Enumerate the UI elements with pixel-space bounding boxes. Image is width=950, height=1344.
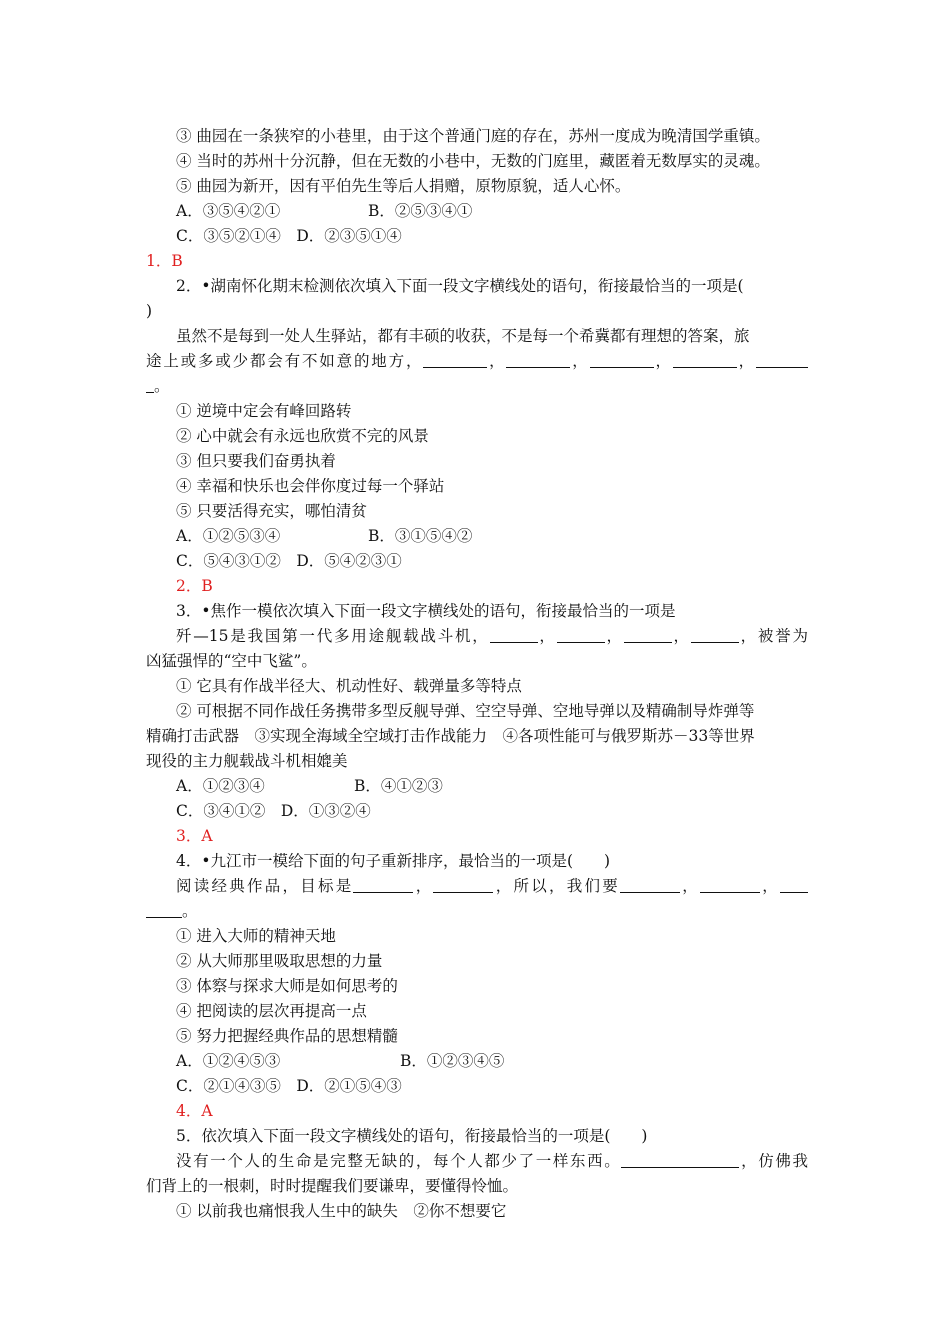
question-3-passage-end: 凶猛强悍的“空中飞鲨”。 bbox=[146, 652, 317, 670]
answer-blank bbox=[423, 352, 487, 368]
choice-a: A．③⑤④②① bbox=[176, 202, 281, 220]
option-item: ③ 曲园在一条狭窄的小巷里，由于这个普通门庭的存在，苏州一度成为晚清国学重镇。 bbox=[176, 127, 770, 145]
option-item: ④ 当时的苏州十分沉静，但在无数的小巷中，无数的门庭里，藏匿着无数厚实的灵魂。 bbox=[176, 152, 770, 170]
option-item: ① 逆境中定会有峰回路转 bbox=[176, 402, 352, 420]
question-5-passage-end: 们背上的一根刺，时时提醒我们要谦卑，要懂得怜恤。 bbox=[146, 1177, 519, 1195]
option-item-cont: 现役的主力舰载战斗机相媲美 bbox=[146, 752, 348, 770]
choice-cd: C．②①④③⑤ D．②①⑤④③ bbox=[176, 1077, 402, 1095]
choice-cd: C．③④①② D．①③②④ bbox=[176, 802, 371, 820]
question-4-passage-end: 。 bbox=[146, 899, 808, 924]
option-item: ① 它具有作战半径大、机动性好、载弹量多等特点 bbox=[176, 677, 522, 695]
option-item: ③ 体察与探求大师是如何思考的 bbox=[176, 977, 398, 995]
option-item: ① 以前我也痛恨我人生中的缺失 ②你不想要它 bbox=[176, 1202, 507, 1220]
answer-blank bbox=[146, 377, 154, 393]
option-item: ② 心中就会有永远也欣赏不完的风景 bbox=[176, 427, 429, 445]
answer-blank bbox=[590, 352, 654, 368]
question-4-passage: 阅读经典作品，目标是 ， ，所以，我们要 ， ， bbox=[146, 874, 808, 899]
choice-cd: C．③⑤②①④ D．②③⑤①④ bbox=[176, 227, 402, 245]
question-4-stem: 4．•九江市一模给下面的句子重新排序，最恰当的一项是( ) bbox=[176, 852, 611, 870]
choice-b: B．③①⑤④② bbox=[368, 527, 473, 545]
answer-blank bbox=[700, 877, 760, 893]
option-item: ① 进入大师的精神天地 bbox=[176, 927, 336, 945]
choice-b: B．④①②③ bbox=[354, 777, 443, 795]
choice-row bbox=[146, 774, 808, 799]
option-item-cont: 精确打击武器 ③实现全海域全空域打击作战能力 ④各项性能可与俄罗斯苏－33等世界 bbox=[146, 727, 755, 745]
choice-a: A．①②⑤③④ bbox=[176, 527, 281, 545]
question-2-passage-blanks: 途上或多或少都会有不如意的地方， ， ， ， ， bbox=[146, 349, 808, 374]
answer-2: 2．B bbox=[176, 577, 213, 595]
answer-blank bbox=[756, 352, 808, 368]
question-3-stem: 3．•焦作一模依次填入下面一段文字横线处的语句，衔接最恰当的一项是 bbox=[176, 602, 676, 620]
answer-blank bbox=[691, 627, 739, 643]
answer-blank bbox=[780, 877, 808, 893]
answer-blank bbox=[673, 352, 737, 368]
question-5-passage: 没有一个人的生命是完整无缺的，每个人都少了一样东西。 ，仿佛我 bbox=[176, 1152, 808, 1170]
question-2-stem-end: ) bbox=[146, 302, 153, 320]
option-item: ② 从大师那里吸取思想的力量 bbox=[176, 952, 383, 970]
answer-blank bbox=[433, 877, 493, 893]
answer-blank bbox=[557, 627, 605, 643]
option-item: ④ 把阅读的层次再提高一点 bbox=[176, 1002, 367, 1020]
answer-3: 3．A bbox=[176, 827, 213, 845]
answer-blank bbox=[624, 627, 672, 643]
answer-blank bbox=[620, 877, 680, 893]
answer-blank bbox=[490, 627, 538, 643]
choice-a: A．①②④⑤③ bbox=[176, 1052, 281, 1070]
answer-blank bbox=[353, 877, 413, 893]
option-item: ⑤ 曲园为新开，因有平伯先生等后人捐赠，原物原貌，适人心怀。 bbox=[176, 177, 631, 195]
answer-blank bbox=[621, 1152, 739, 1168]
question-2-passage-end: 。 bbox=[146, 374, 808, 399]
question-5-stem: 5．依次填入下面一段文字横线处的语句，衔接最恰当的一项是( ) bbox=[176, 1127, 648, 1145]
choice-cd: C．⑤④③①② D．⑤④②③① bbox=[176, 552, 402, 570]
answer-blank bbox=[506, 352, 570, 368]
option-item: ② 可根据不同作战任务携带多型反舰导弹、空空导弹、空地导弹以及精确制导炸弹等 bbox=[176, 702, 755, 720]
exercise-content bbox=[146, 124, 808, 1224]
question-2-passage: 虽然不是每到一处人生驿站，都有丰硕的收获，不是每一个希冀都有理想的答案，旅 bbox=[176, 327, 750, 345]
answer-blank bbox=[146, 902, 182, 918]
choice-b: B．①②③④⑤ bbox=[400, 1052, 505, 1070]
question-2-stem: 2．•湖南怀化期末检测依次填入下面一段文字横线处的语句，衔接最恰当的一项是( bbox=[176, 277, 744, 295]
option-item: ⑤ 努力把握经典作品的思想精髓 bbox=[176, 1027, 398, 1045]
choice-a: A．①②③④ bbox=[176, 777, 265, 795]
choice-row bbox=[146, 524, 808, 549]
choice-row bbox=[146, 199, 808, 224]
answer-1: 1．B bbox=[146, 252, 183, 270]
option-item: ③ 但只要我们奋勇执着 bbox=[176, 452, 336, 470]
choice-row bbox=[146, 1049, 808, 1074]
option-item: ④ 幸福和快乐也会伴你度过每一个驿站 bbox=[176, 477, 445, 495]
choice-b: B．②⑤③④① bbox=[368, 202, 473, 220]
option-item: ⑤ 只要活得充实，哪怕清贫 bbox=[176, 502, 367, 520]
answer-4: 4．A bbox=[176, 1102, 213, 1120]
question-3-passage: 歼—15是我国第一代多用途舰载战斗机， ， ， ， ，被誉为 bbox=[176, 627, 808, 645]
